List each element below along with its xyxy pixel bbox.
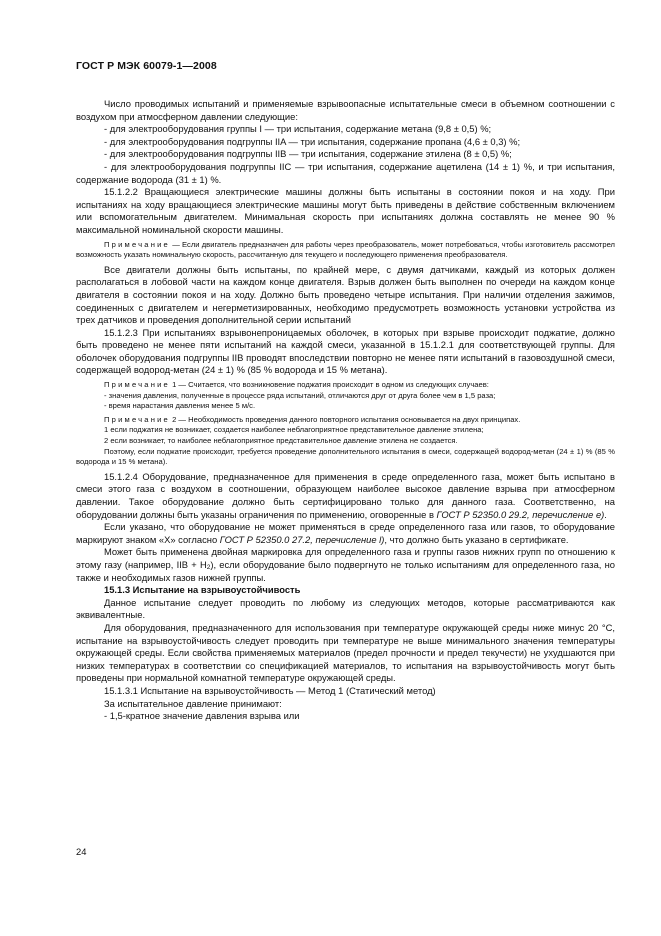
note-2-item: 1 если поджатия не возникает, создается наиболее неблагоприятное представительное давление этилена; xyxy=(104,425,484,435)
list-item: - для электрооборудования группы I — три испытания, содержание метана (9,8 ± 0,5) %; xyxy=(104,123,492,135)
paragraph-test-count: Число проводимых испытаний и применяемые взрывоопасные испытательные смеси в объемном соотношении с воздухом при атмосферном давлении следующие: xyxy=(76,98,615,122)
note-motor xyxy=(76,240,615,261)
list-item: - 1,5-кратное значение давления взрыва или xyxy=(104,710,300,722)
paragraph-15-1-2-2: 15.1.2.2 Вращающиеся электрические машины должны быть испытаны в состоянии покоя и на ходу. При испытаниях на ходу вращающиеся электрические машины могут быть приведены в действие собственным включением или вспомогательным двигателем. Минимальная скорость при испытаниях должна составлять не менее 90 % максимальной номинальной скорости машины. xyxy=(76,186,615,235)
paragraph-15-1-2-4: 15.1.2.4 Оборудование, предназначенное для применения в среде определенного газа, может быть испытано в смеси этого газа с воздухом в соотношении, образующем наиболее высокое давление взрыва при атмосферном давлении. Такое оборудование должно быть сертифицировано только для данного газа. Соответственно, на оборудовании должны быть указаны ограничения по применению, оговоренные в ГОСТ Р 52350.0 29.2, перечисление е). xyxy=(76,470,615,520)
paragraph-double-marking: Может быть применена двойная маркировка для определенного газа и группы газов нижних групп по отношению к этому газу (например, IIB + $H_2$), если оборудование было подвергнуто не только испытаниям для определенного газа, но также и необходимых газов нижней группы. xyxy=(76,546,615,583)
list-item: - для электрооборудования подгруппы IIB — три испытания, содержание этилена (8 ± 0,5) %; xyxy=(104,148,512,160)
paragraph-15-1-2-3: 15.1.2.3 При испытаниях взрывонепроницаемых оболочек, в которых при взрыве происходит поджатие, должно быть проведено не менее пяти испытаний на каждой смеси, указанной в 15.1.2.1 для соответствующей группы. Для оболочек оборудования подгруппы IIB проводят впоследствии повторно не менее пяти испытаний в газовоздушной смеси, содержащей водород-метан (24 ± 1) % (85 % водорода и 15 % метана). xyxy=(76,326,615,376)
note-label: Примечание xyxy=(104,414,170,424)
page-number: 24 xyxy=(76,846,87,857)
note-1-item: - значения давления, полученные в процессе ряда испытаний, отличаются друг от друга более чем в 1,5 раза; xyxy=(104,390,496,400)
document-page xyxy=(76,60,615,723)
paragraph-motors: Все двигатели должны быть испытаны, по крайней мере, с двумя датчиками, каждый из которых должен располагаться в лобовой части на каждом конце двигателя. Взрыв должен быть выполнен по очереди на каждом конце двигателя в состоянии покоя и на ходу. Должно быть проведено четыре испытания. При наличии отделения зажимов, соединенных с двигателем и негерметизированных, необходимо предусмотреть возможность установки устройства из трех датчиков и проведения дополнительной серии испытаний xyxy=(76,263,615,326)
note-2 xyxy=(76,415,615,426)
standard-reference: ГОСТ Р 52350.0 27.2, перечисление l) xyxy=(219,533,385,545)
note-2-item: 2 если возникает, то наиболее неблагоприятное представительное давление этилена не создается. xyxy=(104,436,458,446)
list-item: - для электрооборудования подгруппы IIA — три испытания, содержание пропана (4,6 ± 0,3) %; xyxy=(104,135,521,147)
paragraph-15-1-3-1: 15.1.3.1 Испытание на взрывоустойчивость — Метод 1 (Статический метод) xyxy=(104,684,436,696)
note-label: Примечание xyxy=(104,380,170,390)
paragraph-marking: Если указано, что оборудование не может применяться в среде определенного газа или газов, то оборудование маркируют знаком «X» согласно ГОСТ Р 52350.0 27.2, перечисление l), что должно быть указано в сертификате. xyxy=(76,521,615,545)
section-heading-15-1-3: 15.1.3 Испытание на взрывоустойчивость xyxy=(104,584,301,596)
page-header: ГОСТ Р МЭК 60079-1—2008 xyxy=(76,60,217,72)
paragraph-methods: Данное испытание следует проводить по любому из следующих методов, которые рассматриваются как эквивалентные. xyxy=(76,596,615,621)
note-text: 1 — Считается, что возникновение поджатия происходит в одном из следующих случаев: xyxy=(172,380,489,390)
paragraph-low-temperature: Для оборудования, предназначенного для использования при температуре окружающей среды ниже минус 20 °С, испытание на взрывоустойчивость следует проводить при температуре не выше минимального значения температуры окружающей среды. Если свойства применяемых материалов (предел прочности и предел текучести) не ухудшаются при низких температурах в соответствии со спецификацией материалов, то испытания на взрывоустойчивость могут быть проведены при нормальной комнатной температуре окружающей среды. xyxy=(76,621,615,684)
paragraph-test-pressure: За испытательное давление принимают: xyxy=(104,697,282,709)
note-label: Примечание xyxy=(104,239,170,249)
note-text: — Если двигатель предназначен для работы через преобразователь, может потребоваться, чтобы изготовитель рассмотрел возможность указать номинальную скорость, рассчитанную для текущего и последующего применения преобразователя. xyxy=(76,239,615,260)
document-body xyxy=(76,98,615,723)
note-1-item: - время нарастания давления менее 5 м/с. xyxy=(104,401,256,411)
note-2-conclusion: Поэтому, если поджатие происходит, требуется проведение дополнительного испытания в смеси, содержащей водород-метан (24 ± 1) % (85 % водорода и 15 % метана). xyxy=(76,446,615,467)
list-item: - для электрооборудования подгруппы IIC — три испытания, содержание ацетилена (14 ± 1) %, и три испытания, содержание водорода (31 ± 1) %. xyxy=(76,160,615,185)
standard-reference: ГОСТ Р 52350.0 29.2, перечисление е) xyxy=(436,508,605,520)
note-1 xyxy=(76,380,615,391)
note-text: 2 — Необходимость проведения данного повторного испытания основывается на двух принципах. xyxy=(172,414,521,424)
